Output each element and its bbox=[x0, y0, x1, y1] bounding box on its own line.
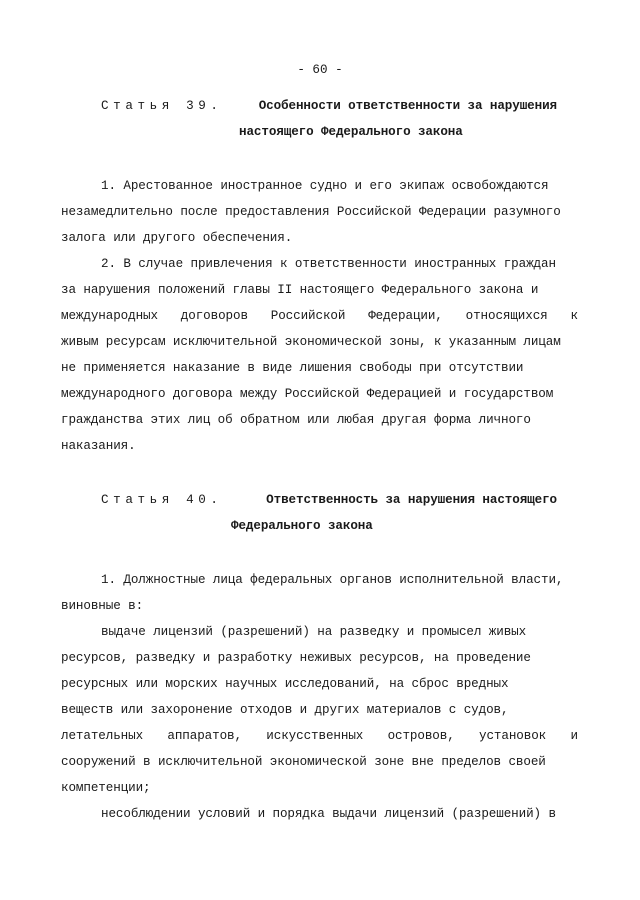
article-39-title-line2: настоящего Федерального закона bbox=[239, 125, 463, 139]
article-39-p2-line4: живым ресурсам исключительной экономической зоны, к указанным лицам bbox=[61, 335, 561, 349]
article-40-item1-line2: ресурсов, разведку и разработку неживых ресурсов, на проведение bbox=[61, 651, 531, 665]
article-39-p2-line6: международного договора между Российской Федерацией и государством bbox=[61, 387, 554, 401]
article-39-label: Статья 39. bbox=[101, 99, 223, 113]
article-39-p2-line7: гражданства этих лиц об обратном или любая другая форма личного bbox=[61, 413, 531, 427]
article-39-title-line1: Особенности ответственности за нарушения bbox=[258, 99, 557, 113]
article-39-p1-line3: залога или другого обеспечения. bbox=[61, 231, 293, 245]
word: Федерации, bbox=[368, 309, 443, 323]
article-39-p2-line1: 2. В случае привлечения к ответственности иностранных граждан bbox=[101, 257, 556, 271]
article-40-item2-line1: несоблюдении условий и порядка выдачи лицензий (разрешений) в bbox=[101, 807, 556, 821]
article-40-item1-line3: ресурсных или морских научных исследований, на сброс вредных bbox=[61, 677, 509, 691]
article-40-item1-line5 bbox=[61, 728, 578, 744]
article-40-label: Статья 40. bbox=[101, 493, 223, 507]
word: международных bbox=[61, 309, 158, 323]
word: аппаратов, bbox=[167, 729, 242, 743]
word: летательных bbox=[61, 729, 144, 743]
article-39-p2-line2: за нарушения положений главы II настоящего Федерального закона и bbox=[61, 283, 539, 297]
article-40-title-line2: Федерального закона bbox=[231, 519, 373, 533]
word: к bbox=[570, 309, 578, 323]
word: установок bbox=[479, 729, 547, 743]
article-40-item1-line6: сооружений в исключительной экономической зоне вне пределов своей bbox=[61, 755, 546, 769]
article-40-item1-line4: веществ или захоронение отходов и других материалов с судов, bbox=[61, 703, 509, 717]
article-40-p1-line2: виновные в: bbox=[61, 599, 144, 613]
article-39-p1-line2: незамедлительно после предоставления Российской Федерации разумного bbox=[61, 205, 561, 219]
page-number: - 60 - bbox=[297, 63, 343, 77]
word: договоров bbox=[180, 309, 248, 323]
article-40-item1-line7: компетенции; bbox=[61, 781, 151, 795]
article-39-p1-line1: 1. Арестованное иностранное судно и его экипаж освобождаются bbox=[101, 179, 549, 193]
article-40-title-line1: Ответственность за нарушения настоящего bbox=[266, 493, 557, 507]
article-40-p1-line1: 1. Должностные лица федеральных органов исполнительной власти, bbox=[101, 573, 564, 587]
word: Российской bbox=[270, 309, 346, 323]
article-40-item1-line1: выдаче лицензий (разрешений) на разведку и промысел живых bbox=[101, 625, 527, 639]
word: относящихся bbox=[465, 309, 548, 323]
word: и bbox=[570, 729, 578, 743]
word: искусственных bbox=[266, 729, 364, 743]
article-39-p2-line5: не применяется наказание в виде лишения свободы при отсутствии bbox=[61, 361, 524, 375]
article-39-p2-line3 bbox=[61, 308, 578, 324]
article-39-p2-line8: наказания. bbox=[61, 439, 136, 453]
word: островов, bbox=[387, 729, 455, 743]
